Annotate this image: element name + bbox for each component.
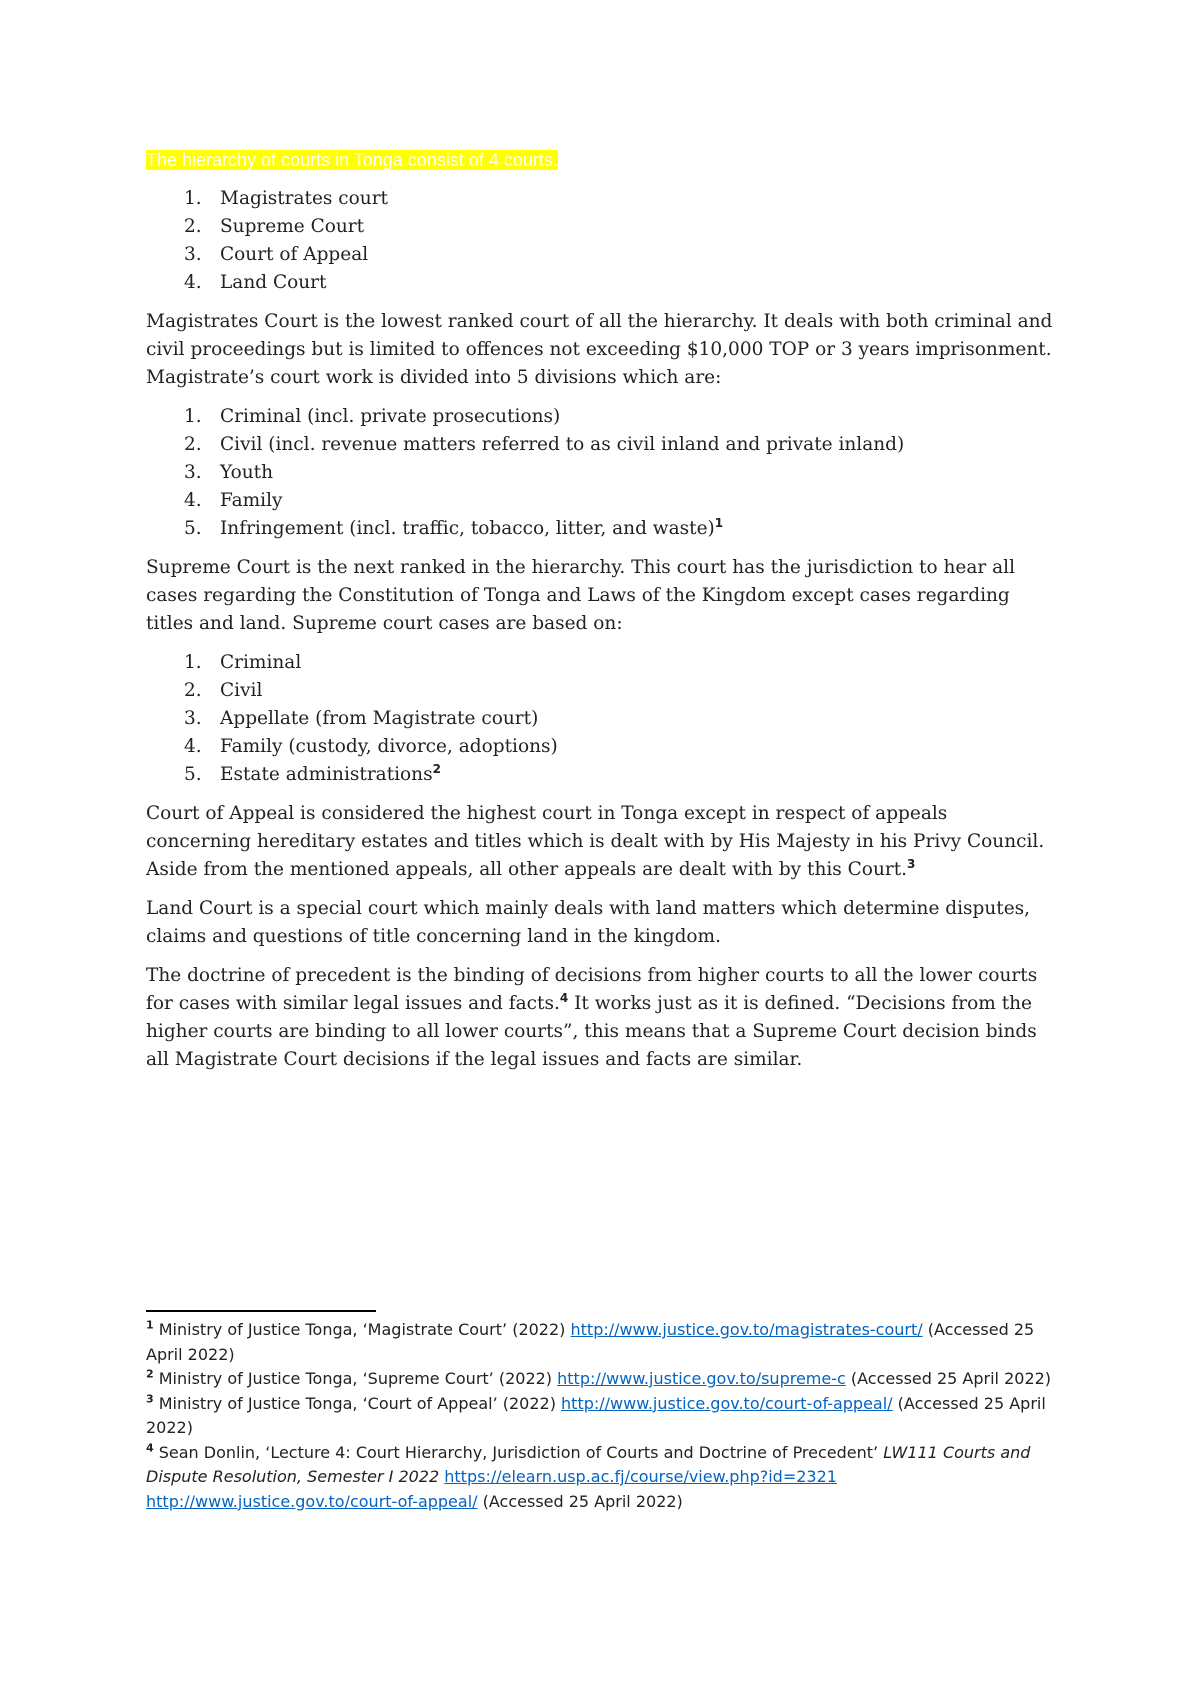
list-item: 3. Court of Appeal <box>184 244 369 265</box>
footnote-ref-4[interactable]: 4 <box>559 990 569 1005</box>
highlighted-heading: The hierarchy of courts in Tonga consist of 4 courts. <box>146 150 558 170</box>
document-body <box>146 146 1058 1085</box>
footnote-link[interactable]: http://www.justice.gov.to/court-of-appeal/ <box>561 1393 893 1413</box>
footnote-link[interactable]: http://www.justice.gov.to/court-of-appeal/ <box>146 1491 478 1511</box>
list-item: 1. Criminal <box>184 652 302 673</box>
supreme-paragraph: Supreme Court is the next ranked in the hierarchy. This court has the jurisdiction to hear all cases regarding the Constitution of Tonga and Laws of the Kingdom except cases regarding titles and land. Supreme court cases are based on: <box>146 557 1015 634</box>
precedent-paragraph: The doctrine of precedent is the binding of decisions from higher courts to all the lower courts for cases with similar legal issues and facts.$^4$ It works just as it is defined. “Decisions from the higher courts are binding to all lower courts”, this means that a Supreme Court decision binds all Magistrate Court decisions if the legal issues and facts are similar. <box>146 965 1038 1070</box>
land-paragraph: Land Court is a special court which mainly deals with land matters which determine disputes, claims and questions of title concerning land in the kingdom. <box>146 898 1031 947</box>
footnote-link[interactable]: https://elearn.usp.ac.fj/course/view.php?id=2321 <box>444 1467 837 1486</box>
list-item: 3. Youth <box>184 462 274 483</box>
list-item: 1. Criminal (incl. private prosecutions) <box>184 406 561 427</box>
footnote-ref-1[interactable]: 1 <box>714 515 724 530</box>
list-item: 1. Magistrates court <box>184 188 388 209</box>
footnote-1: $^1$ Ministry of Justice Tonga, ‘Magistrate Court’ (2022) http://www.justice.gov.to/magistrates-court/ (Accessed 25 April 2022) <box>146 1318 1035 1364</box>
supreme-cases-list <box>146 649 1058 789</box>
list-item: 4. Family <box>184 490 283 511</box>
list-item: 3. Appellate (from Magistrate court) <box>184 708 539 729</box>
list-item: 4. Land Court <box>184 272 327 293</box>
appeal-paragraph: Court of Appeal is considered the highest court in Tonga except in respect of appeals concerning hereditary estates and titles which is dealt with by His Majesty in his Privy Council. Aside from the mentioned appeals, all other appeals are dealt with by this Court.$^3$ <box>146 803 1045 880</box>
footnote-ref-2[interactable]: 2 <box>432 761 441 776</box>
footnote-3: $^3$ Ministry of Justice Tonga, ‘Court of Appeal’ (2022) http://www.justice.gov.to/court-of-appeal/ (Accessed 25 April 2022) <box>146 1392 1046 1437</box>
list-item: 2. Civil <box>184 680 263 701</box>
magistrates-paragraph: Magistrates Court is the lowest ranked court of all the hierarchy. It deals with both criminal and civil proceedings but is limited to offences not exceeding $10,000 TOP or 3 years imprisonment. Magistrate’s court work is divided into 5 divisions which are: <box>146 311 1053 388</box>
list-item: 5. Infringement (incl. traffic, tobacco, litter, and waste)$^1$ <box>184 515 724 539</box>
courts-list <box>146 185 1058 297</box>
footnote-2: $^2$ Ministry of Justice Tonga, ‘Supreme Court’ (2022) http://www.justice.gov.to/supreme-c (Accessed 25 April 2022) <box>146 1367 1052 1388</box>
list-item: 2. Supreme Court <box>184 216 365 237</box>
footnotes <box>146 1318 1061 1514</box>
list-item: 4. Family (custody, divorce, adoptions) <box>184 736 558 757</box>
magistrates-divisions-list <box>146 403 1058 543</box>
list-item: 2. Civil (incl. revenue matters referred to as civil inland and private inland) <box>184 434 905 455</box>
footnote-link[interactable]: http://www.justice.gov.to/supreme-c <box>557 1369 846 1388</box>
footnote-ref-3[interactable]: 3 <box>907 856 916 871</box>
footnote-link[interactable]: http://www.justice.gov.to/magistrates-court/ <box>570 1320 923 1339</box>
list-item: 5. Estate administrations$^2$ <box>184 761 441 785</box>
footnote-4: $^4$ Sean Donlin, ‘Lecture 4: Court Hierarchy, Jurisdiction of Courts and Doctrine of Precedent’ LW111 Courts and Dispute Resolution, Semester I 2022 https://elearn.usp.ac.fj/course/view.php?id=2321 http://www.justice.gov.to/court-of-appeal/ (Accessed 25 April 2022) <box>146 1441 1031 1511</box>
footnote-separator <box>146 1310 376 1312</box>
